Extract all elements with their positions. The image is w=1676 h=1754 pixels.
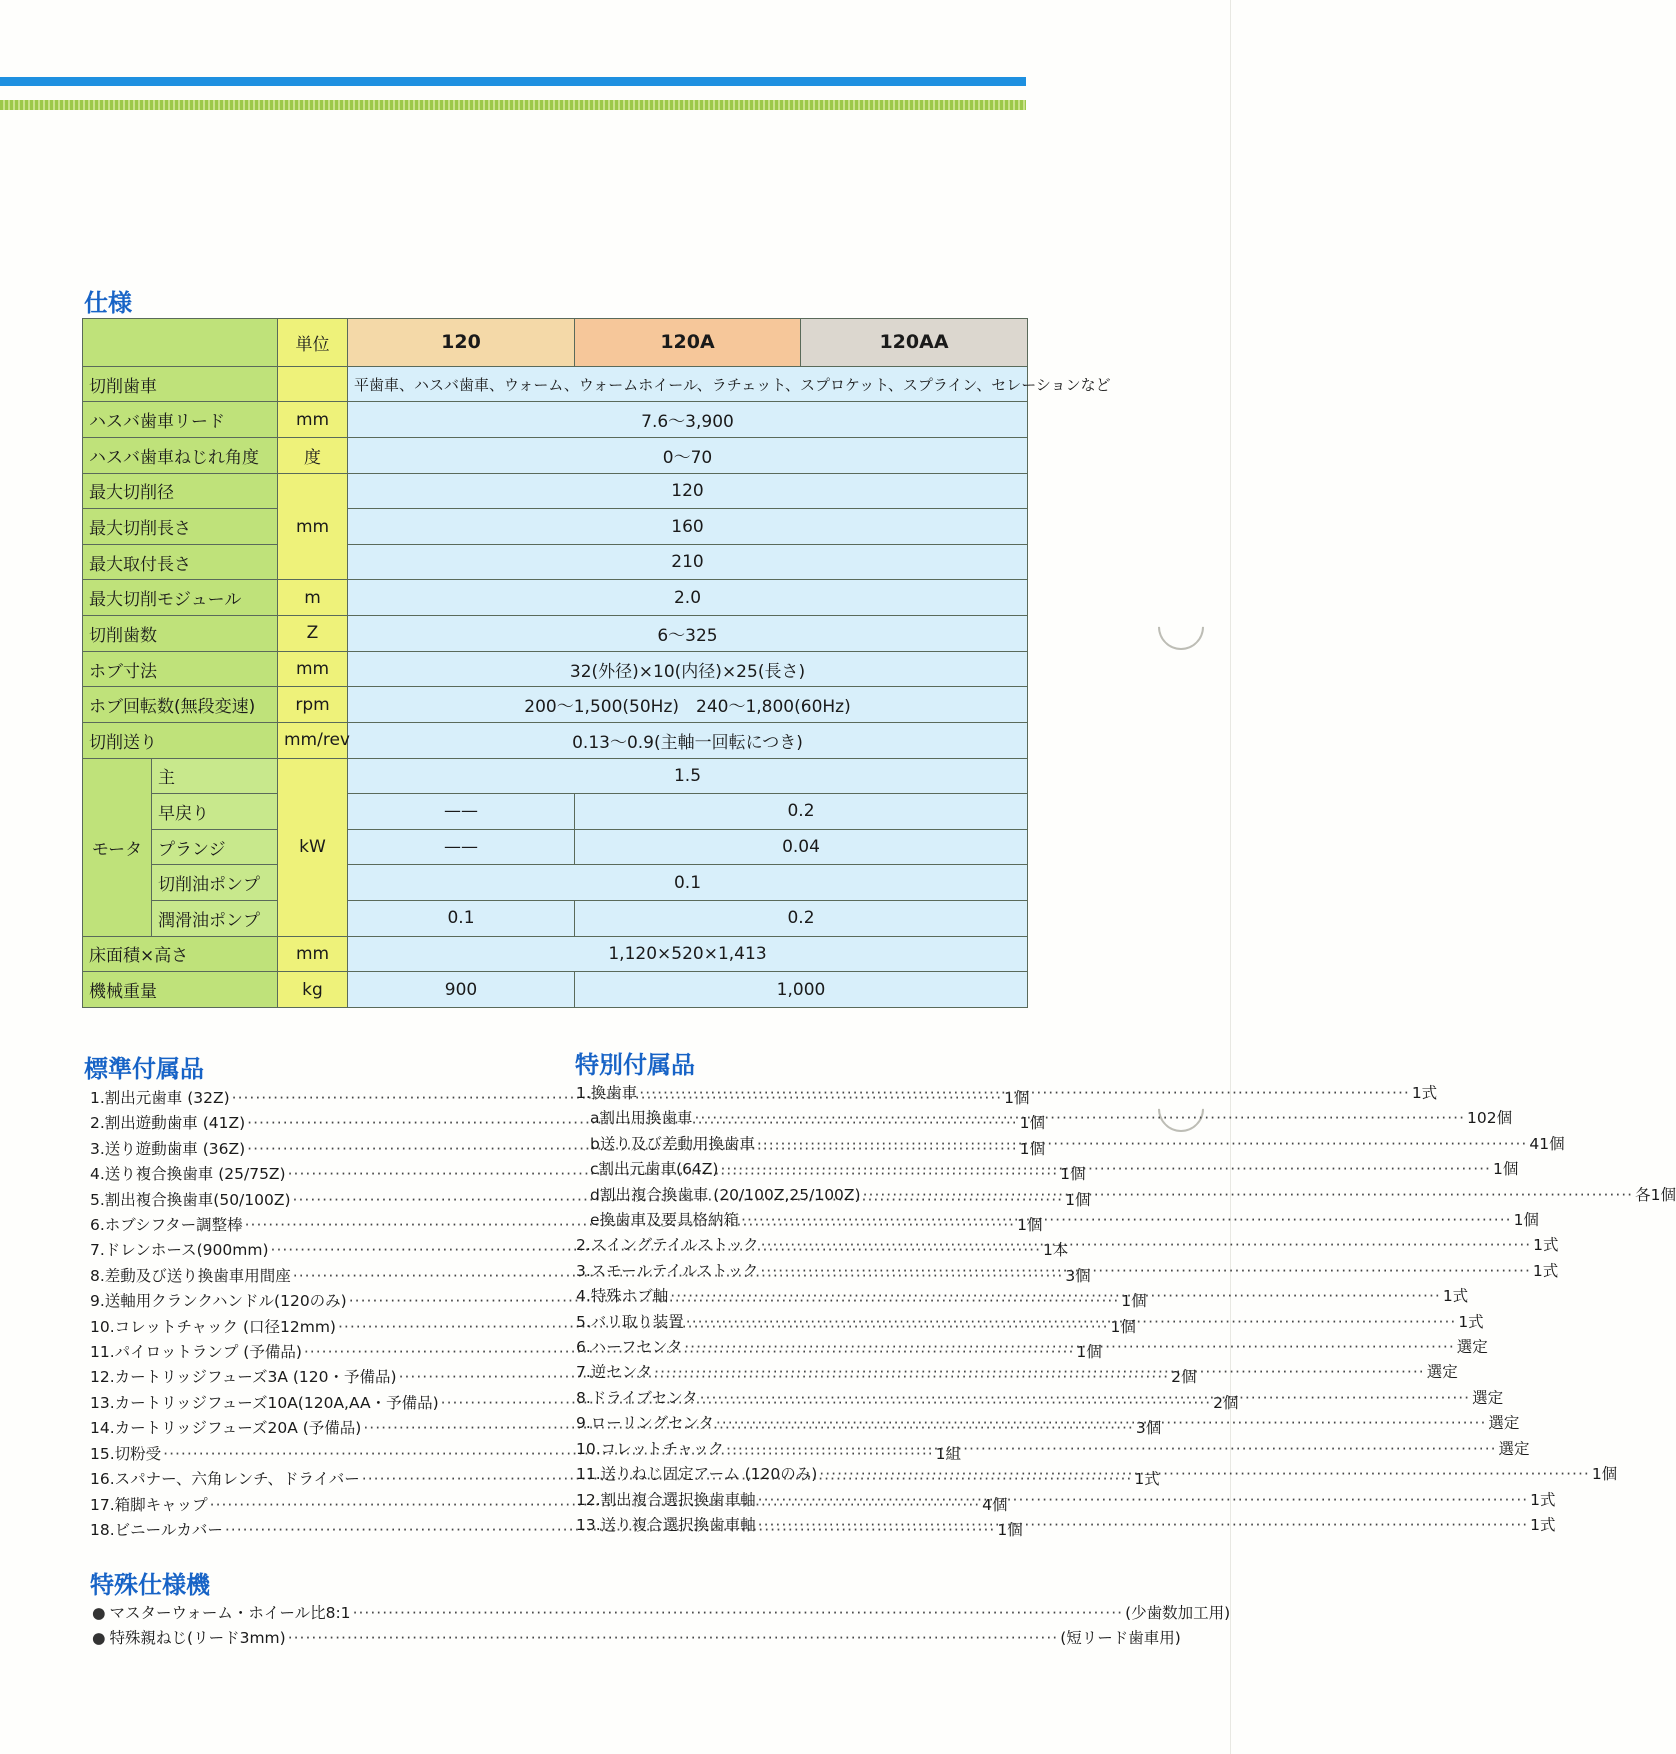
row-label: ハスバ歯車ねじれ角度: [83, 438, 278, 474]
item-name: 14.カートリッジフューズ20A (予備品): [90, 1419, 362, 1438]
item-qty: 選定: [1426, 1363, 1458, 1382]
row-value: 0.1: [348, 865, 1028, 901]
special-machine-list: [92, 1601, 1231, 1652]
item-qty: 1式: [1458, 1312, 1484, 1331]
row-value: 0.13〜0.9(主軸一回転につき): [348, 722, 1028, 758]
item-name: 4.送り複合換歯車 (25/75Z): [90, 1165, 286, 1184]
row-value-120: ——: [348, 794, 575, 830]
header-stripe-green: [0, 100, 1026, 110]
spec-row: [83, 687, 1028, 723]
item-qty: 102個: [1467, 1109, 1513, 1128]
item-qty: 1組: [935, 1444, 962, 1463]
leader-dots: [761, 1233, 1532, 1258]
row-unit: kW: [278, 758, 348, 936]
item-qty: 1個: [1065, 1190, 1091, 1209]
row-unit: mm: [278, 402, 348, 438]
item-qty: 3個: [1065, 1266, 1091, 1285]
row-unit: rpm: [278, 687, 348, 723]
row-label: 最大切削長さ: [83, 509, 278, 545]
spec-row: [83, 366, 1028, 402]
item-name: 12.割出複合選択換歯車軸: [576, 1490, 756, 1509]
row-unit: mm: [278, 651, 348, 687]
item-qty: 各1個: [1635, 1185, 1676, 1204]
item-name: 3.送り遊動歯車 (36Z): [90, 1139, 246, 1158]
row-value: 210: [348, 544, 1028, 580]
row-label: 最大切削径: [83, 473, 278, 509]
item-qty: 1個: [1076, 1343, 1102, 1362]
item-qty: 2個: [1171, 1368, 1197, 1387]
header-stripe-blue: [0, 77, 1026, 86]
special-machine-title: 特殊仕様機: [90, 1571, 210, 1599]
row-label: ハスバ歯車リード: [83, 402, 278, 438]
spec-row: [83, 722, 1028, 758]
item-name: 15.切粉受: [90, 1444, 162, 1463]
header-model-120a: 120A: [575, 319, 801, 367]
spec-row: [83, 544, 1028, 580]
spec-row: [83, 972, 1028, 1008]
item-name: 11.送りねじ固定アーム (120のみ): [576, 1465, 818, 1484]
item-name: 7.逆センタ: [576, 1363, 653, 1382]
leader-dots: [639, 1081, 1410, 1106]
item-name: 16.スパナー、六角レンチ、ドライバー: [90, 1470, 360, 1489]
leader-dots: [758, 1488, 1529, 1513]
row-value: 2.0: [348, 580, 1028, 616]
row-sublabel: 早戻り: [152, 794, 278, 830]
spec-row: [83, 473, 1028, 509]
item-qty: 1式: [1530, 1490, 1556, 1509]
item-name: 6.ホブシフター調整棒: [90, 1216, 243, 1235]
item-qty: 1個: [1004, 1089, 1030, 1107]
item-name: 10.コレットチャック: [576, 1439, 725, 1458]
leader-dots: [720, 1157, 1491, 1182]
row-value: 120: [348, 473, 1028, 509]
item-qty: 1個: [1513, 1211, 1539, 1230]
list-item: [92, 1626, 1181, 1651]
spec-row: [83, 651, 1028, 687]
list-item: [576, 1157, 1519, 1182]
item-qty: 1個: [1492, 1160, 1519, 1179]
row-value-120: 0.1: [348, 900, 575, 936]
list-item: [576, 1488, 1556, 1513]
item-qty: 1個: [1121, 1292, 1147, 1311]
item-qty: 41個: [1529, 1134, 1565, 1153]
row-value-120a: 1,000: [575, 972, 1028, 1008]
spec-row: [83, 509, 1028, 545]
item-name: 3.スモールテイルストック: [576, 1261, 759, 1280]
item-qty: 選定: [1472, 1388, 1504, 1407]
item-qty: 1本: [1043, 1241, 1069, 1260]
row-unit: Z: [278, 616, 348, 652]
row-label: ホブ回転数(無段変速): [83, 687, 278, 723]
header-model-120: 120: [348, 319, 575, 367]
item-name: 10.コレットチャック (口径12mm): [90, 1317, 336, 1336]
item-name: 12.カートリッジフューズ3A (120・予備品): [90, 1368, 397, 1387]
item-name: c割出元歯車(64Z): [590, 1160, 719, 1179]
row-value: 160: [348, 509, 1028, 545]
item-name: 1.換歯車: [576, 1084, 638, 1102]
leader-dots: [654, 1360, 1425, 1385]
list-item: [92, 1601, 1231, 1626]
row-label: 切削送り: [83, 722, 278, 758]
item-qty: 1個: [1019, 1114, 1046, 1133]
leader-dots: [758, 1513, 1529, 1538]
item-qty: 1個: [1060, 1165, 1086, 1184]
row-label: 床面積×高さ: [83, 936, 278, 972]
spec-row-motor-plunge: [83, 829, 1028, 865]
item-qty: 1個: [1019, 1139, 1046, 1158]
item-qty: 1式: [1411, 1084, 1438, 1102]
item-qty: 2個: [1213, 1393, 1239, 1412]
list-item: [576, 1208, 1539, 1233]
header-unit: 単位: [278, 319, 348, 367]
row-value: 1.5: [348, 758, 1028, 794]
spec-row-motor-main: [83, 758, 1028, 794]
row-sublabel: 切削油ポンプ: [152, 865, 278, 901]
item-qty: 1式: [1442, 1287, 1469, 1306]
header-model-120aa: 120AA: [801, 319, 1028, 367]
row-label: 最大切削モジュール: [83, 580, 278, 616]
special-accessories-title: 特別付属品: [575, 1051, 695, 1079]
row-label: 切削歯車: [83, 366, 278, 402]
item-name: 5.割出複合換歯車(50/100Z): [90, 1190, 291, 1209]
item-name: d割出複合換歯車 (20/100Z,25/100Z): [590, 1185, 861, 1204]
leader-dots: [716, 1411, 1487, 1436]
row-label: 機械重量: [83, 972, 278, 1008]
item-name: 8.差動及び送り換歯車用間座: [90, 1266, 291, 1285]
item-name: 特殊親ねじ(リード3mm): [109, 1629, 286, 1648]
item-qty: 4個: [982, 1495, 1008, 1514]
row-unit: mm: [278, 473, 348, 580]
spec-row: [83, 402, 1028, 438]
row-unit: m: [278, 580, 348, 616]
item-name: 13.送り複合選択換歯車軸: [576, 1515, 756, 1534]
row-value-120: ——: [348, 829, 575, 865]
bullet-icon: ●: [92, 1604, 106, 1622]
item-note: (少歯数加工用): [1125, 1604, 1231, 1622]
item-qty: 1個: [1017, 1216, 1043, 1235]
item-qty: 1式: [1533, 1236, 1559, 1255]
item-qty: 1式: [1530, 1515, 1556, 1534]
list-item: [576, 1081, 1438, 1106]
punch-hole: [1148, 594, 1213, 659]
row-unit: mm/rev: [278, 722, 348, 758]
item-name: 11.パイロットランプ (予備品): [90, 1343, 302, 1362]
row-value: 0〜70: [348, 438, 1028, 474]
item-name: 1.割出元歯車 (32Z): [90, 1089, 230, 1107]
item-name: 18.ビニールカバー: [90, 1520, 223, 1539]
row-sublabel: プランジ: [152, 829, 278, 865]
item-name: 8.ドライブセンタ: [576, 1388, 698, 1407]
row-unit: kg: [278, 972, 348, 1008]
spec-row-motor-coolant: [83, 865, 1028, 901]
list-item: [576, 1132, 1565, 1157]
leader-dots: [726, 1437, 1497, 1462]
row-value: 200〜1,500(50Hz) 240〜1,800(60Hz): [348, 687, 1028, 723]
item-name: 6.ハーフセンタ: [576, 1338, 683, 1357]
list-item: [576, 1437, 1530, 1462]
spec-header-row: [83, 319, 1028, 367]
list-item: [576, 1183, 1676, 1208]
item-note: (短リード歯車用): [1060, 1629, 1181, 1648]
leader-dots: [760, 1259, 1531, 1284]
item-name: マスターウォーム・ホイール比8:1: [109, 1604, 351, 1622]
spec-row: [83, 616, 1028, 652]
standard-accessories-title: 標準付属品: [84, 1055, 204, 1083]
spec-row: [83, 580, 1028, 616]
item-name: 7.ドレンホース(900mm): [90, 1241, 269, 1260]
row-label: 最大取付長さ: [83, 544, 278, 580]
item-name: 9.ローリングセンタ: [576, 1414, 714, 1433]
item-name: 13.カートリッジフューズ10A(120A,AA・予備品): [90, 1393, 439, 1412]
row-unit: mm: [278, 936, 348, 972]
item-name: 2.スイングテイルストック: [576, 1236, 759, 1255]
item-name: a割出用換歯車: [590, 1109, 693, 1128]
leader-dots: [700, 1386, 1471, 1411]
spec-row-motor-rapid: [83, 794, 1028, 830]
header-blank: [83, 319, 278, 367]
row-value-120a: 0.2: [575, 794, 1028, 830]
spec-table: [82, 318, 1111, 1008]
leader-dots: [695, 1106, 1466, 1131]
row-label: ホブ寸法: [83, 651, 278, 687]
row-value: 32(外径)×10(内径)×25(長さ): [348, 651, 1028, 687]
item-qty: 選定: [1488, 1414, 1520, 1433]
item-qty: 1式: [1532, 1261, 1559, 1280]
row-label: 切削歯数: [83, 616, 278, 652]
leader-dots: [684, 1335, 1455, 1360]
leader-dots: [670, 1284, 1441, 1309]
item-name: 5.バリ取り装置: [576, 1312, 684, 1331]
leader-dots: [353, 1601, 1124, 1626]
spec-row: [83, 936, 1028, 972]
spec-row: [83, 438, 1028, 474]
item-name: 2.割出遊動歯車 (41Z): [90, 1114, 246, 1133]
leader-dots: [757, 1132, 1528, 1157]
leader-dots: [819, 1462, 1590, 1487]
bullet-icon: ●: [92, 1629, 106, 1648]
list-item: [576, 1513, 1556, 1538]
leader-dots: [741, 1208, 1512, 1233]
spec-row-motor-lube: [83, 900, 1028, 936]
item-qty: 1個: [1591, 1465, 1618, 1484]
item-qty: 1個: [1110, 1317, 1136, 1336]
spec-title: 仕様: [84, 289, 132, 317]
row-unit: [278, 366, 348, 402]
leader-dots: [288, 1626, 1059, 1651]
row-value: 6〜325: [348, 616, 1028, 652]
item-name: 4.特殊ホブ軸: [576, 1287, 669, 1306]
item-name: 17.箱脚キャップ: [90, 1495, 208, 1514]
motor-label: モータ: [83, 758, 152, 936]
item-qty: 選定: [1456, 1338, 1488, 1357]
leader-dots: [863, 1183, 1634, 1208]
item-name: b送り及び差動用換歯車: [590, 1134, 755, 1153]
item-name: e換歯車及要具格納箱: [590, 1211, 740, 1230]
row-value: 平歯車、ハスバ歯車、ウォーム、ウォームホイール、ラチェット、スプロケット、スプライン、セレーションなど: [348, 366, 1028, 402]
row-sublabel: 潤滑油ポンプ: [152, 900, 278, 936]
leader-dots: [686, 1310, 1457, 1335]
row-value-120a: 0.2: [575, 900, 1028, 936]
row-value-120: 900: [348, 972, 575, 1008]
item-qty: 選定: [1498, 1439, 1530, 1458]
item-qty: 1式: [1134, 1470, 1160, 1489]
row-sublabel: 主: [152, 758, 278, 794]
row-value: 1,120×520×1,413: [348, 936, 1028, 972]
item-name: 9.送軸用クランクハンドル(120のみ): [90, 1292, 347, 1311]
item-qty: 1個: [997, 1520, 1023, 1539]
row-value-120a: 0.04: [575, 829, 1028, 865]
row-value: 7.6〜3,900: [348, 402, 1028, 438]
row-unit: 度: [278, 438, 348, 474]
item-qty: 3個: [1135, 1419, 1162, 1438]
